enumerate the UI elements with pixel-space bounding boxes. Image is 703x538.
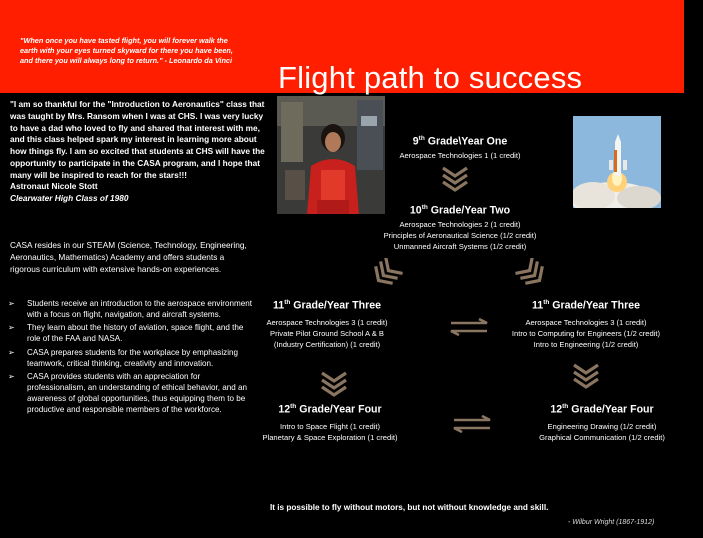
grade11-right-course: Intro to Engineering (1/2 credit)	[533, 339, 639, 349]
grade12-left-block	[250, 402, 410, 443]
footer-quote-attribution: - Wilbur Wright (1867-1912)	[568, 519, 655, 526]
banner-quote	[20, 36, 245, 66]
banner-quote-attribution: - Leonardo da Vinci	[164, 56, 232, 66]
grade12-left-course: Planetary & Space Exploration (1 credit)	[262, 432, 398, 442]
double-horizontal-arrow-icon	[452, 415, 492, 433]
chevron-down-left-arrow-icon	[371, 258, 403, 286]
list-item: ➢ CASA prepares students for the workplace by emphasizing teamwork, critical thinking, creativity and innovation.	[8, 347, 238, 368]
grade12-right-heading: 12th Grade/Year Four	[550, 403, 654, 416]
banner-quote-text: "When once you have tasted flight, you will forever walk the earth with your eyes turned skyward for there you have been, and there you will always long to return."	[20, 36, 233, 66]
grade12-right-course: Graphical Communication (1/2 credit)	[539, 432, 665, 442]
chevron-down-arrow-icon	[320, 371, 348, 397]
grade11-left-course: (Industry Certification) (1 credit)	[273, 339, 381, 349]
shuttle-launch-photo	[573, 116, 661, 208]
testimonial-text: "I am so thankful for the "Introduction to Aeronautics" class that was taught by Mrs. Ransom when I was at CHS. I was very lucky to have a dad who loved to fly and shared that interest with me, and this class helped spark my interest in learning more about how things fly. I am so excited that students at CHS will have the opportunity to participate in the CASA program, and I hope that many will be inspired to reach for the stars!!!	[10, 99, 265, 180]
testimonial-name: Astronaut Nicole Stott	[10, 181, 98, 192]
grade9-block	[385, 134, 535, 161]
grade12-left-course: Intro to Space Flight (1 credit)	[279, 421, 381, 431]
grade12-right-block	[522, 402, 682, 443]
grade10-course: Unmanned Aircraft Systems (1/2 credit)	[393, 241, 527, 251]
double-horizontal-arrow-icon	[449, 318, 489, 336]
page-title: Flight path to success	[278, 60, 583, 95]
grade9-course: Aerospace Technologies 1 (1 credit)	[399, 150, 521, 160]
grade11-right-heading: 11th Grade/Year Three	[531, 299, 641, 312]
grade10-block	[360, 203, 560, 252]
testimonial	[10, 99, 268, 205]
grade11-left-heading: 11th Grade/Year Three	[272, 299, 382, 312]
astronaut-photo	[277, 96, 385, 214]
grade11-right-block	[496, 298, 676, 350]
grade9-heading: 9th Grade\Year One	[412, 135, 508, 148]
grade11-right-course: Intro to Computing for Engineers (1/2 credit)	[511, 328, 661, 338]
grade11-left-course: Private Pilot Ground School A & B	[270, 328, 384, 338]
bullet-arrow-icon: ➢	[8, 347, 15, 357]
grade12-left-heading: 12th Grade/Year Four	[278, 403, 382, 416]
grade11-left-course: Aerospace Technologies 3 (1 credit)	[266, 317, 388, 327]
bullet-arrow-icon: ➢	[8, 323, 15, 333]
grade11-left-block	[252, 298, 402, 350]
grade10-heading: 10th Grade/Year Two	[409, 204, 511, 217]
list-item: ➢ They learn about the history of aviation, space flight, and the role of the FAA and NASA.	[8, 323, 244, 344]
chevron-down-arrow-icon	[441, 166, 469, 192]
bullet-arrow-icon: ➢	[8, 371, 15, 381]
list-item: ➢ Students receive an introduction to the aerospace environment with a focus on flight, navigation, and aircraft systems.	[8, 299, 252, 320]
list-item: ➢ CASA provides students with an appreciation for professionalism, an understanding of ethical behavior, and an awareness of global opportunities, thus equipping them to be productive and responsible members of the workforce.	[8, 371, 248, 415]
grade10-course: Principles of Aeronautical Science (1/2 credit)	[383, 230, 537, 240]
footer-quote: It is possible to fly without motors, but not without knowledge and skill.	[270, 503, 549, 512]
bullet-arrow-icon: ➢	[8, 299, 15, 308]
grade12-right-course: Engineering Drawing (1/2 credit)	[547, 421, 657, 431]
chevron-down-arrow-icon	[572, 363, 600, 389]
grade10-course: Aerospace Technologies 2 (1 credit)	[399, 219, 521, 229]
testimonial-school: Clearwater High Class of 1980	[10, 193, 129, 204]
casa-intro: CASA resides in our STEAM (Science, Technology, Engineering, Aeronautics, Mathematics) Academy and offers students a rigorous curriculum with extensive hands-on experiences.	[10, 240, 247, 274]
chevron-down-right-arrow-icon	[515, 258, 547, 286]
casa-bullet-list	[8, 298, 258, 418]
grade11-right-course: Aerospace Technologies 3 (1 credit)	[525, 317, 647, 327]
